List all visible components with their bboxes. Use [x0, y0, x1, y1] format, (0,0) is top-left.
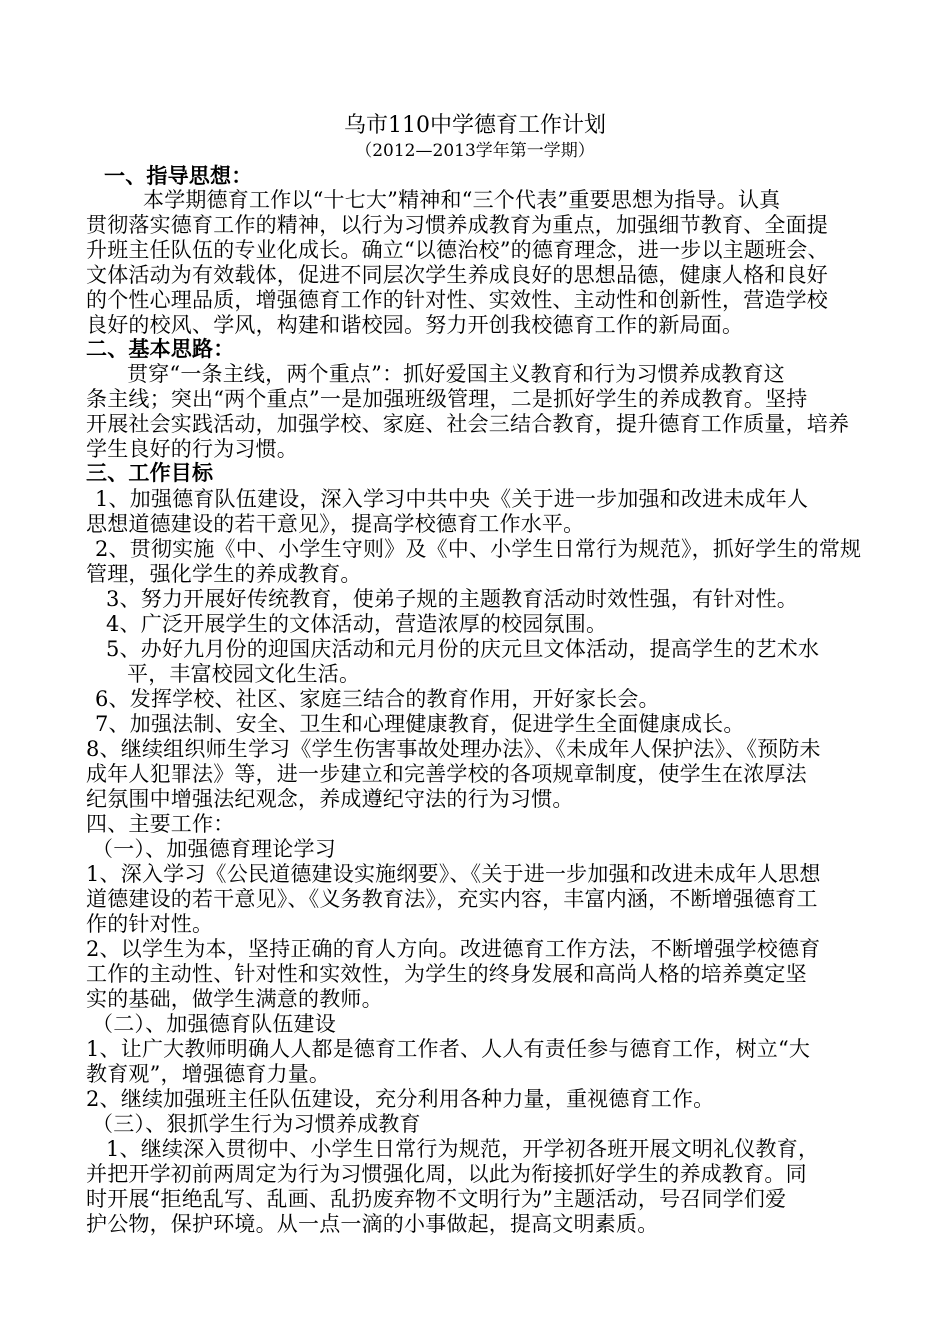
paragraph-line: 实的基础，做学生满意的教师。	[86, 987, 383, 1011]
section-heading: 二、基本思路：	[86, 337, 235, 361]
paragraph-line: 1、加强德育队伍建设，深入学习中共中央《关于进一步加强和改进未成年人	[95, 487, 809, 511]
paragraph-line: 4、广泛开展学生的文体活动，营造浓厚的校园氛围。	[106, 612, 608, 636]
paragraph-line: 1、深入学习《公民道德建设实施纲要》、《关于进一步加强和改进未成年人思想	[86, 862, 821, 886]
paragraph-line: 2、继续加强班主任队伍建设，充分利用各种力量，重视德育工作。	[86, 1087, 715, 1111]
paragraph-line: 时开展“拒绝乱写、乱画、乱扔废弃物不文明行为”主题活动，号召同学们爱	[86, 1187, 787, 1211]
paragraph-line: 8、继续组织师生学习《学生伤害事故处理办法》、《未成年人保护法》、《预防未	[86, 737, 821, 761]
paragraph-line: 工作的主动性、针对性和实效性，为学生的终身发展和高尚人格的培养奠定坚	[86, 962, 807, 986]
paragraph-line: 贯彻落实德育工作的精神，以行为习惯养成教育为重点，加强细节教育、全面提	[86, 213, 828, 237]
paragraph-line: 6、发挥学校、社区、家庭三结合的教育作用，开好家长会。	[95, 687, 660, 711]
paragraph-line: 的个性心理品质，增强德育工作的针对性、实效性、主动性和创新性，营造学校	[86, 288, 828, 312]
page-subtitle: （2012—2013学年第一学期）	[355, 141, 595, 161]
paragraph-line: 3、努力开展好传统教育，使弟子规的主题教育活动时效性强，有针对性。	[106, 587, 798, 611]
paragraph-line: 文体活动为有效载体，促进不同层次学生养成良好的思想品德，健康人格和良好	[86, 263, 828, 287]
paragraph-line: 良好的校风、学风，构建和谐校园。努力开创我校德育工作的新局面。	[86, 313, 744, 337]
paragraph-line: 纪氛围中增强法纪观念，养成遵纪守法的行为习惯。	[86, 787, 574, 811]
paragraph-line: 1、继续深入贯彻中、小学生日常行为规范，开学初各班开展文明礼仪教育，	[106, 1137, 820, 1161]
subsection-heading: （一）、加强德育理论学习	[92, 837, 336, 861]
paragraph-line: 开展社会实践活动，加强学校、家庭、社会三结合教育，提升德育工作质量，培养	[86, 412, 850, 436]
paragraph-line: 2、贯彻实施《中、小学生守则》及《中、小学生日常行为规范》，抓好学生的常规	[95, 537, 862, 561]
paragraph-line: 护公物，保护环境。从一点一滴的小事做起，提高文明素质。	[86, 1212, 659, 1236]
paragraph-line: 贯穿“一条主线，两个重点”：抓好爱国主义教育和行为习惯养成教育这	[127, 362, 785, 386]
paragraph-line: 2、以学生为本，坚持正确的育人方向。改进德育工作方法，不断增强学校德育	[86, 937, 821, 961]
paragraph-line: 平，丰富校园文化生活。	[127, 662, 361, 686]
paragraph-line: 学生良好的行为习惯。	[86, 437, 298, 461]
section-heading: 一、指导思想：	[104, 164, 253, 188]
paragraph-line: 作的针对性。	[86, 912, 214, 936]
paragraph-line: 思想道德建设的若干意见》，提高学校德育工作水平。	[86, 512, 585, 536]
subsection-heading: （二）、加强德育队伍建设	[92, 1012, 336, 1036]
paragraph-line: 管理，强化学生的养成教育。	[86, 562, 362, 586]
paragraph-line: 成年人犯罪法》等，进一步建立和完善学校的各项规章制度，使学生在浓厚法	[86, 762, 807, 786]
subsection-heading: （三）、狠抓学生行为习惯养成教育	[92, 1112, 421, 1136]
paragraph-line: 升班主任队伍的专业化成长。确立“以德治校”的德育理念，进一步以主题班会、	[86, 238, 829, 262]
section-heading: 四、主要工作：	[86, 812, 235, 836]
section-heading: 三、工作目标	[86, 461, 214, 485]
page-title: 乌市110中学德育工作计划	[344, 113, 606, 138]
paragraph-line: 本学期德育工作以“十七大”精神和“三个代表”重要思想为指导。认真	[143, 188, 781, 212]
paragraph-line: 教育观”，增强德育力量。	[86, 1062, 331, 1086]
paragraph-line: 5、办好九月份的迎国庆活动和元月份的庆元旦文体活动，提高学生的艺术水	[106, 637, 820, 661]
paragraph-line: 条主线；突出“两个重点”一是加强班级管理，二是抓好学生的养成教育。坚持	[86, 387, 808, 411]
paragraph-line: 7、加强法制、安全、卫生和心理健康教育，促进学生全面健康成长。	[95, 712, 745, 736]
paragraph-line: 道德建设的若干意见》、《义务教育法》，充实内容，丰富内涵，不断增强德育工	[86, 887, 818, 911]
paragraph-line: 1、让广大教师明确人人都是德育工作者、人人有责任参与德育工作，树立“大	[86, 1037, 811, 1061]
paragraph-line: 并把开学初前两周定为行为习惯强化周，以此为衔接抓好学生的养成教育。同	[86, 1162, 807, 1186]
